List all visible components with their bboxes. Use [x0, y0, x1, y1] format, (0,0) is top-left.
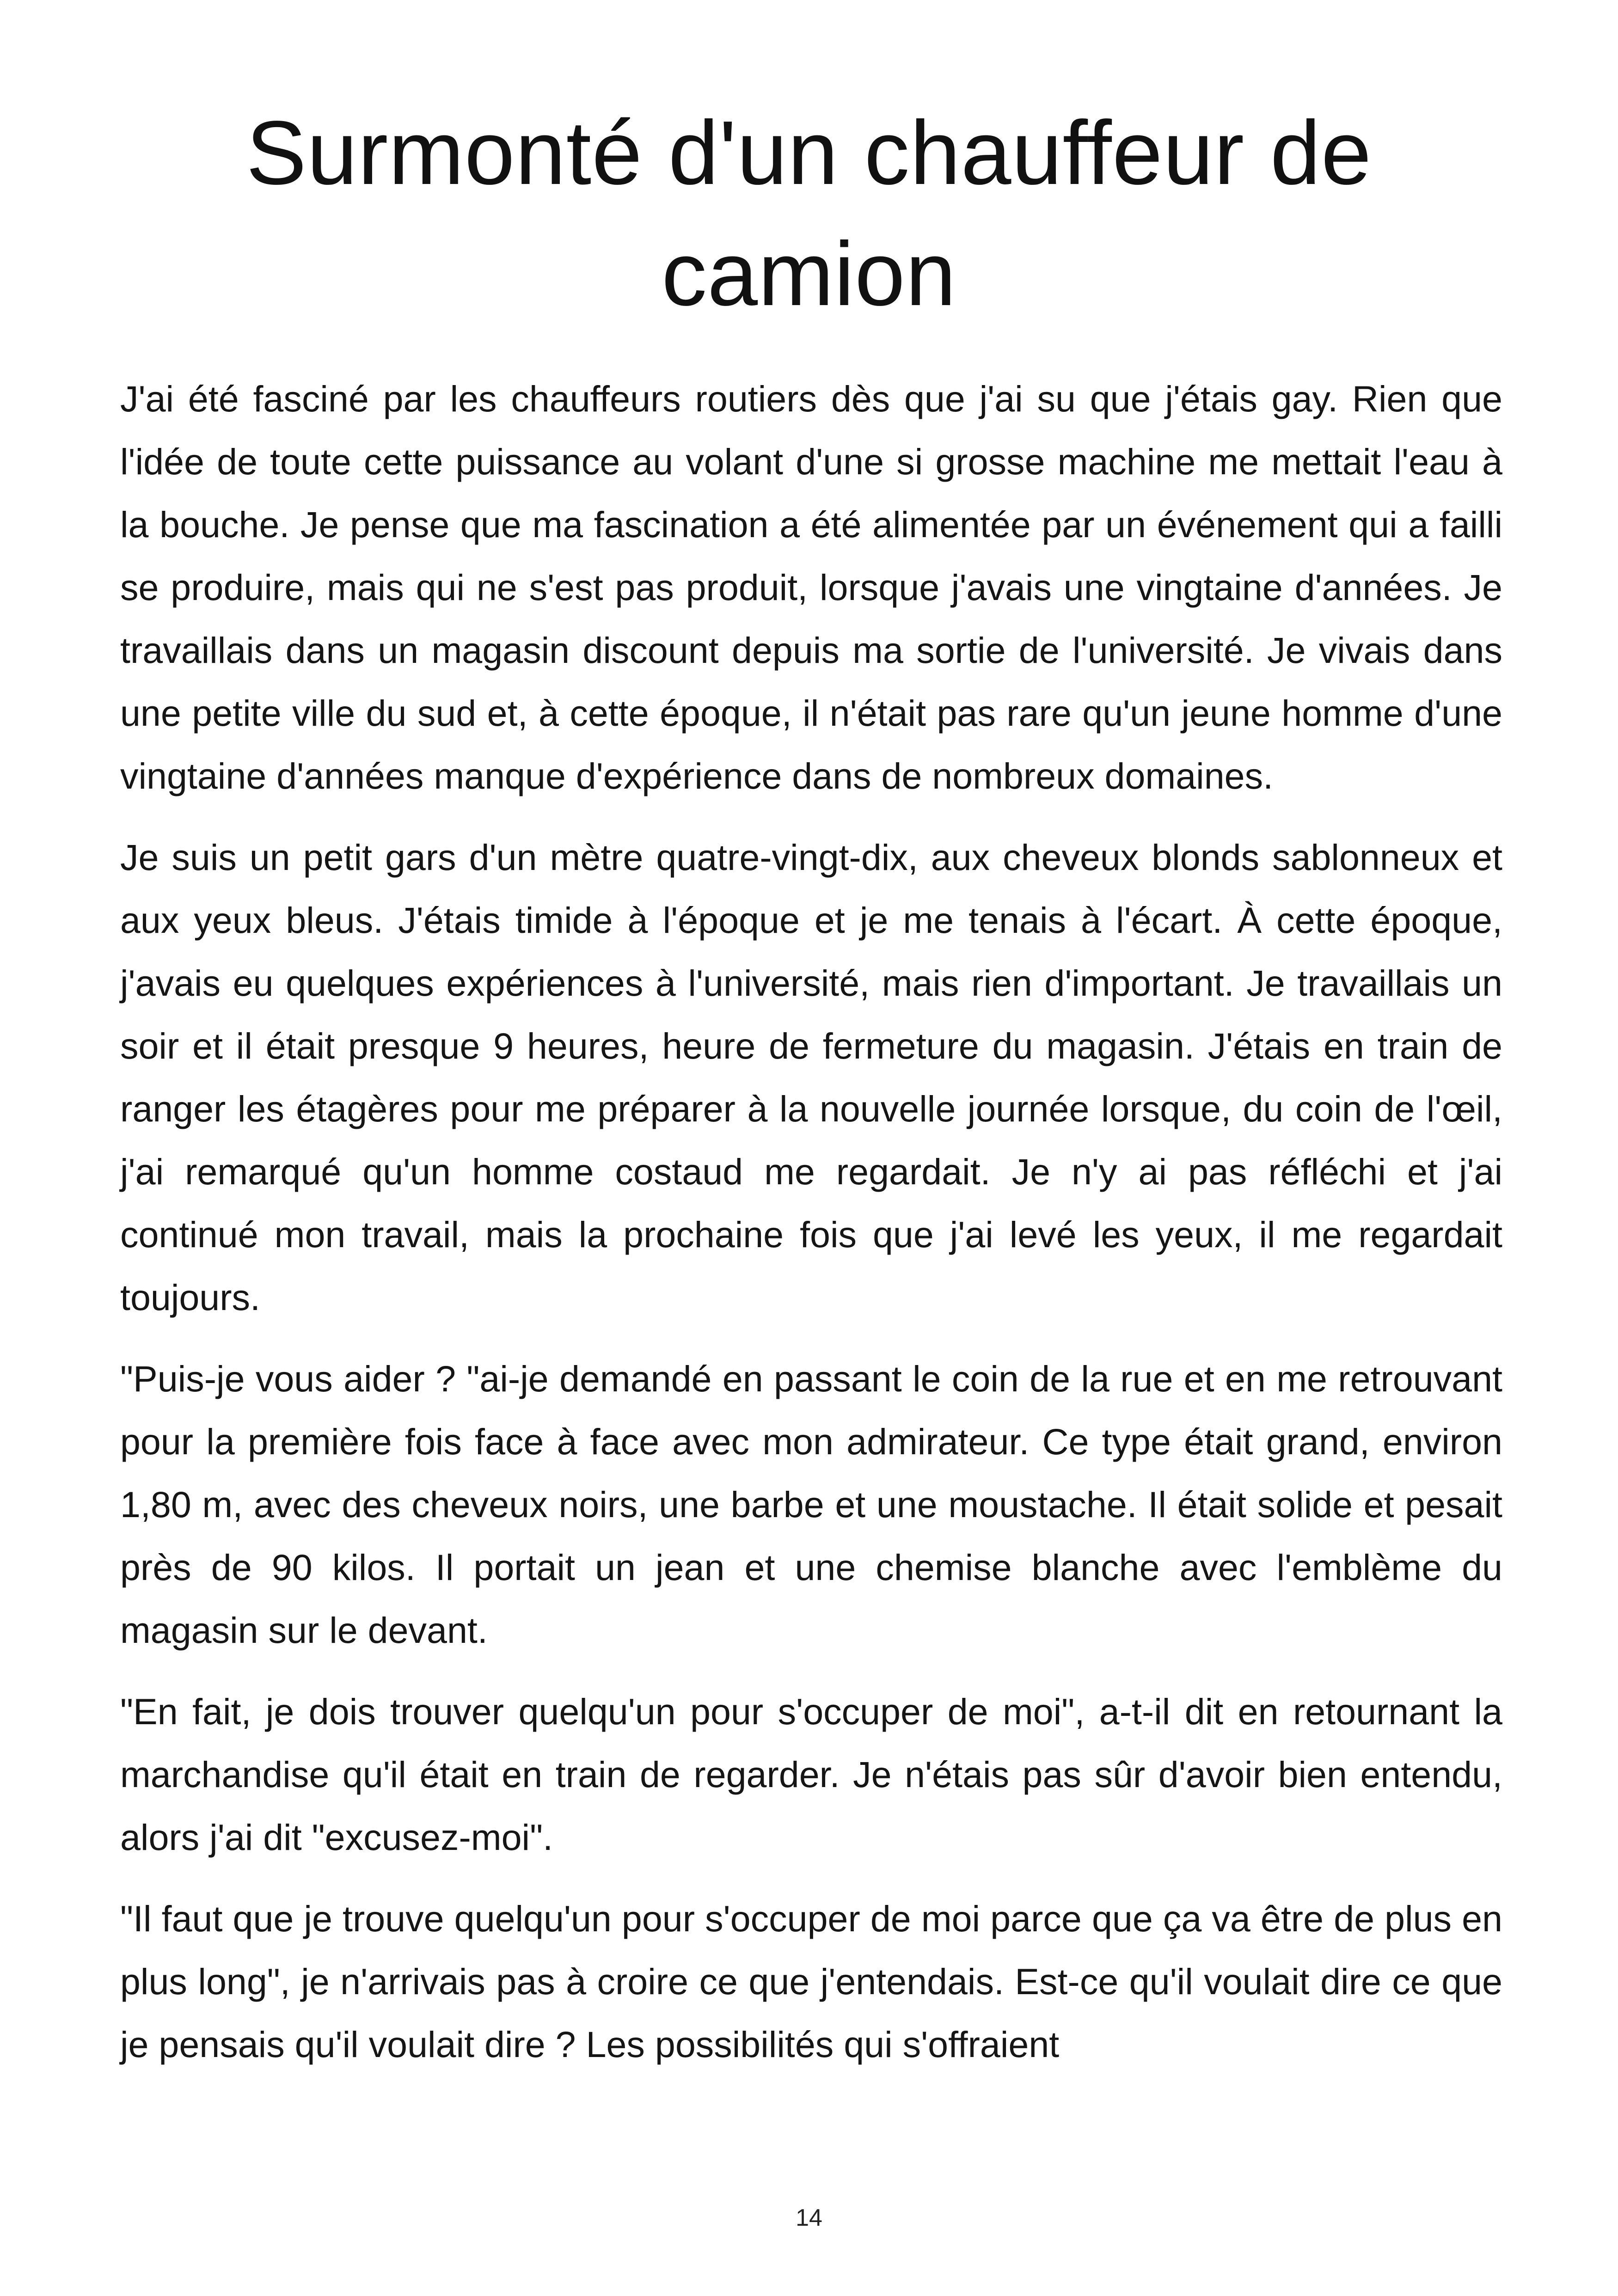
- paragraph-1: J'ai été fasciné par les chauffeurs routiers dès que j'ai su que j'étais gay. Rien que l'idée de toute cette puissance au volant d'une si grosse machine me mettait l'eau à la bouche. Je pense que ma fascination a été alimentée par un événement qui a failli se produire, mais qui ne s'est pas produit, lorsque j'avais une vingtaine d'années. Je travaillais dans un magasin discount depuis ma sortie de l'université. Je vivais dans une petite ville du sud et, à cette époque, il n'était pas rare qu'un jeune homme d'une vingtaine d'années manque d'expérience dans de nombreux domaines.: [120, 378, 1502, 796]
- body-text: [120, 367, 1502, 2094]
- paragraph-2: Je suis un petit gars d'un mètre quatre-vingt-dix, aux cheveux blonds sablonneux et aux yeux bleus. J'étais timide à l'époque et je me tenais à l'écart. À cette époque, j'avais eu quelques expériences à l'université, mais rien d'important. Je travaillais un soir et il était presque 9 heures, heure de fermeture du magasin. J'étais en train de ranger les étagères pour me préparer à la nouvelle journée lorsque, du coin de l'œil, j'ai remarqué qu'un homme costaud me regardait. Je n'y ai pas réfléchi et j'ai continué mon travail, mais la prochaine fois que j'ai levé les yeux, il me regardait toujours.: [120, 837, 1502, 1318]
- paragraph-3: "Puis-je vous aider ? "ai-je demandé en passant le coin de la rue et en me retrouvant pour la première fois face à face avec mon admirateur. Ce type était grand, environ 1,80 m, avec des cheveux noirs, une barbe et une moustache. Il était solide et pesait près de 90 kilos. Il portait un jean et une chemise blanche avec l'emblème du magasin sur le devant.: [120, 1358, 1502, 1651]
- page-number: 14: [796, 2204, 822, 2231]
- page-title: Surmonté d'un chauffeur de camion: [246, 102, 1372, 325]
- paragraph-5: "Il faut que je trouve quelqu'un pour s'occuper de moi parce que ça va être de plus en plus long", je n'arrivais pas à croire ce que j'entendais. Est-ce qu'il voulait dire ce que je pensais qu'il voulait dire ? Les possibilités qui s'offraient: [120, 1898, 1502, 2065]
- paragraph-4: "En fait, je dois trouver quelqu'un pour s'occuper de moi", a-t-il dit en retournant la marchandise qu'il était en train de regarder. Je n'étais pas sûr d'avoir bien entendu, alors j'ai dit "excusez-moi".: [120, 1691, 1502, 1858]
